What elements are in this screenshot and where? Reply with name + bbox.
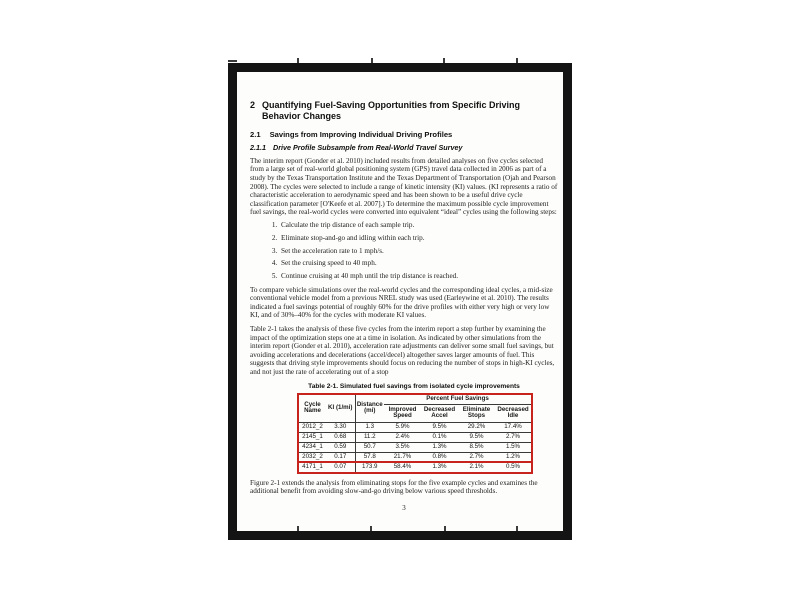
col-header-cycle-name: Cycle Name bbox=[298, 394, 326, 422]
table-row bbox=[298, 452, 532, 462]
step-item: 1. Calculate the trip distance of each sample trip. bbox=[279, 221, 558, 230]
cell: 9.5% bbox=[469, 432, 484, 440]
document-page bbox=[237, 72, 563, 531]
cell: 2012_2 bbox=[302, 422, 323, 430]
fuel-savings-table bbox=[297, 393, 533, 474]
chapter-heading bbox=[250, 100, 558, 121]
col-header-distance: Distance (mi) bbox=[355, 394, 384, 422]
cell: 2.7% bbox=[469, 452, 484, 460]
section-heading bbox=[250, 131, 558, 140]
subsection-title: Drive Profile Subsample from Real-World Travel Survey bbox=[273, 142, 463, 152]
table-row-highlighted bbox=[298, 462, 532, 473]
col-header-improved-speed: Improved Speed bbox=[384, 404, 421, 422]
col-header-decreased-accel: Decreased Accel bbox=[421, 404, 458, 422]
page-content bbox=[237, 72, 563, 512]
cell: 21.7% bbox=[393, 452, 412, 460]
cell: 2.7% bbox=[505, 432, 521, 440]
cell: 0.1% bbox=[432, 432, 447, 440]
cell: 29.2% bbox=[467, 422, 486, 430]
cell: 9.5% bbox=[432, 422, 447, 430]
chapter-title: Quantifying Fuel-Saving Opportunities from Specific Driving Behavior Changes bbox=[262, 100, 521, 121]
cell: 0.07 bbox=[326, 462, 355, 473]
paragraph-table-discussion: Table 2-1 takes the analysis of these five cycles from the interim report a step further by examining the impact of the optimization steps one at a time in isolation. As indicated by other simulations from the interim report (Gonder et al. 2010), acceleration rate adjustments can deliver some small fuel savings, but avoiding accelerations and decelerations (accel/decel) altogether saves larger amounts of fuel. This suggests that driving style improvements should focus on reducing the number of stops in high-KI cycles, and not just the rate of accelerating out of a stop bbox=[250, 325, 555, 377]
registration-tick bbox=[228, 60, 237, 62]
registration-tick bbox=[297, 526, 299, 531]
cell: 0.8% bbox=[432, 452, 447, 460]
chapter-number: 2 bbox=[250, 100, 256, 110]
cell: 1.3% bbox=[432, 463, 447, 471]
cell: 3.5% bbox=[395, 442, 410, 450]
step-item: 3. Set the acceleration rate to 1 mph/s. bbox=[279, 247, 558, 256]
cell: 11.2 bbox=[363, 432, 376, 440]
section-title: Savings from Improving Individual Driving Profiles bbox=[269, 130, 453, 139]
subsection-heading bbox=[250, 144, 558, 152]
cell: 50.7 bbox=[363, 442, 376, 450]
cell: 5.9% bbox=[395, 422, 410, 430]
cell: 173.9 bbox=[362, 463, 378, 471]
ideal-cycle-steps bbox=[250, 221, 558, 281]
page-number: 3 bbox=[402, 503, 406, 512]
cell: 1.2% bbox=[505, 452, 521, 460]
cell: 2145_1 bbox=[302, 432, 323, 440]
cell: 0.5% bbox=[505, 463, 521, 471]
cell: 57.8 bbox=[363, 452, 376, 460]
registration-tick bbox=[444, 526, 446, 531]
registration-tick bbox=[370, 526, 372, 531]
step-item: 5. Continue cruising at 40 mph until the trip distance is reached. bbox=[279, 272, 558, 281]
paragraph-results: To compare vehicle simulations over the real-world cycles and the corresponding ideal cycles, a mid-size conventional vehicle model from a previous NREL study was used (Earleywine et al. 2010). The results indicated a fuel savings potential of roughly 60% for the drive profiles with either very high or very low KI, and of 30%–40% for the cycles with moderate KI values. bbox=[250, 285, 553, 320]
paragraph-intro: The interim report (Gonder et al. 2010) included results from detailed analyses on five cycles selected from a large set of real-world global positioning system (GPS) travel data collected in 2006 as part of a study by the Texas Transportation Institute and the Texas Department of Transportation (Ojah and Pearson 2008). The cycles were selected to include a range of kinetic intensity (KI) values. (KI represents a ratio of characteristic acceleration to aerodynamic speed and has been shown to be a useful drive cycle classification parameter [O'Keefe et al. 2007].) To determine the maximum possible cycle improvement fuel savings, the real-world cycles were converted into equivalent “ideal” cycles using the following steps: bbox=[250, 156, 558, 217]
subsection-number: 2.1.1 bbox=[250, 142, 266, 152]
table-caption: Table 2-1. Simulated fuel savings from isolated cycle improvements bbox=[308, 382, 520, 390]
col-header-ki: KI (1/mi) bbox=[326, 394, 355, 422]
col-header-eliminate-stops: Eliminate Stops bbox=[458, 404, 495, 422]
cell: 0.68 bbox=[326, 432, 355, 442]
cell: 1.3% bbox=[432, 442, 447, 450]
cell: 1.5% bbox=[505, 442, 521, 450]
cell: 4234_1 bbox=[302, 442, 323, 450]
table-row bbox=[298, 442, 532, 452]
table-row bbox=[298, 432, 532, 442]
group-header-percent-fuel-savings: Percent Fuel Savings bbox=[384, 394, 532, 404]
cell: 2.1% bbox=[469, 463, 484, 471]
cell: 4171_1 bbox=[302, 463, 323, 471]
col-header-decreased-idle: Decreased Idle bbox=[495, 404, 532, 422]
cell: 8.5% bbox=[469, 442, 484, 450]
cell: 58.4% bbox=[393, 463, 412, 471]
cell: 17.4% bbox=[504, 422, 522, 430]
table-row bbox=[298, 422, 532, 432]
cell: 2.4% bbox=[395, 432, 410, 440]
cell: 0.17 bbox=[326, 452, 355, 462]
cell: 0.59 bbox=[326, 442, 355, 452]
step-item: 2. Eliminate stop-and-go and idling within each trip. bbox=[279, 234, 558, 243]
paragraph-figure-intro: Figure 2-1 extends the analysis from eliminating stops for the five example cycles and examines the additional benefit from avoiding slow-and-go driving below various speed thresholds. bbox=[250, 478, 538, 496]
section-number: 2.1 bbox=[250, 130, 261, 139]
cell: 3.30 bbox=[326, 422, 355, 432]
registration-tick bbox=[516, 526, 518, 531]
step-item: 4. Set the cruising speed to 40 mph. bbox=[279, 259, 558, 268]
cell: 1.3 bbox=[365, 422, 375, 430]
cell: 2032_2 bbox=[302, 452, 323, 460]
